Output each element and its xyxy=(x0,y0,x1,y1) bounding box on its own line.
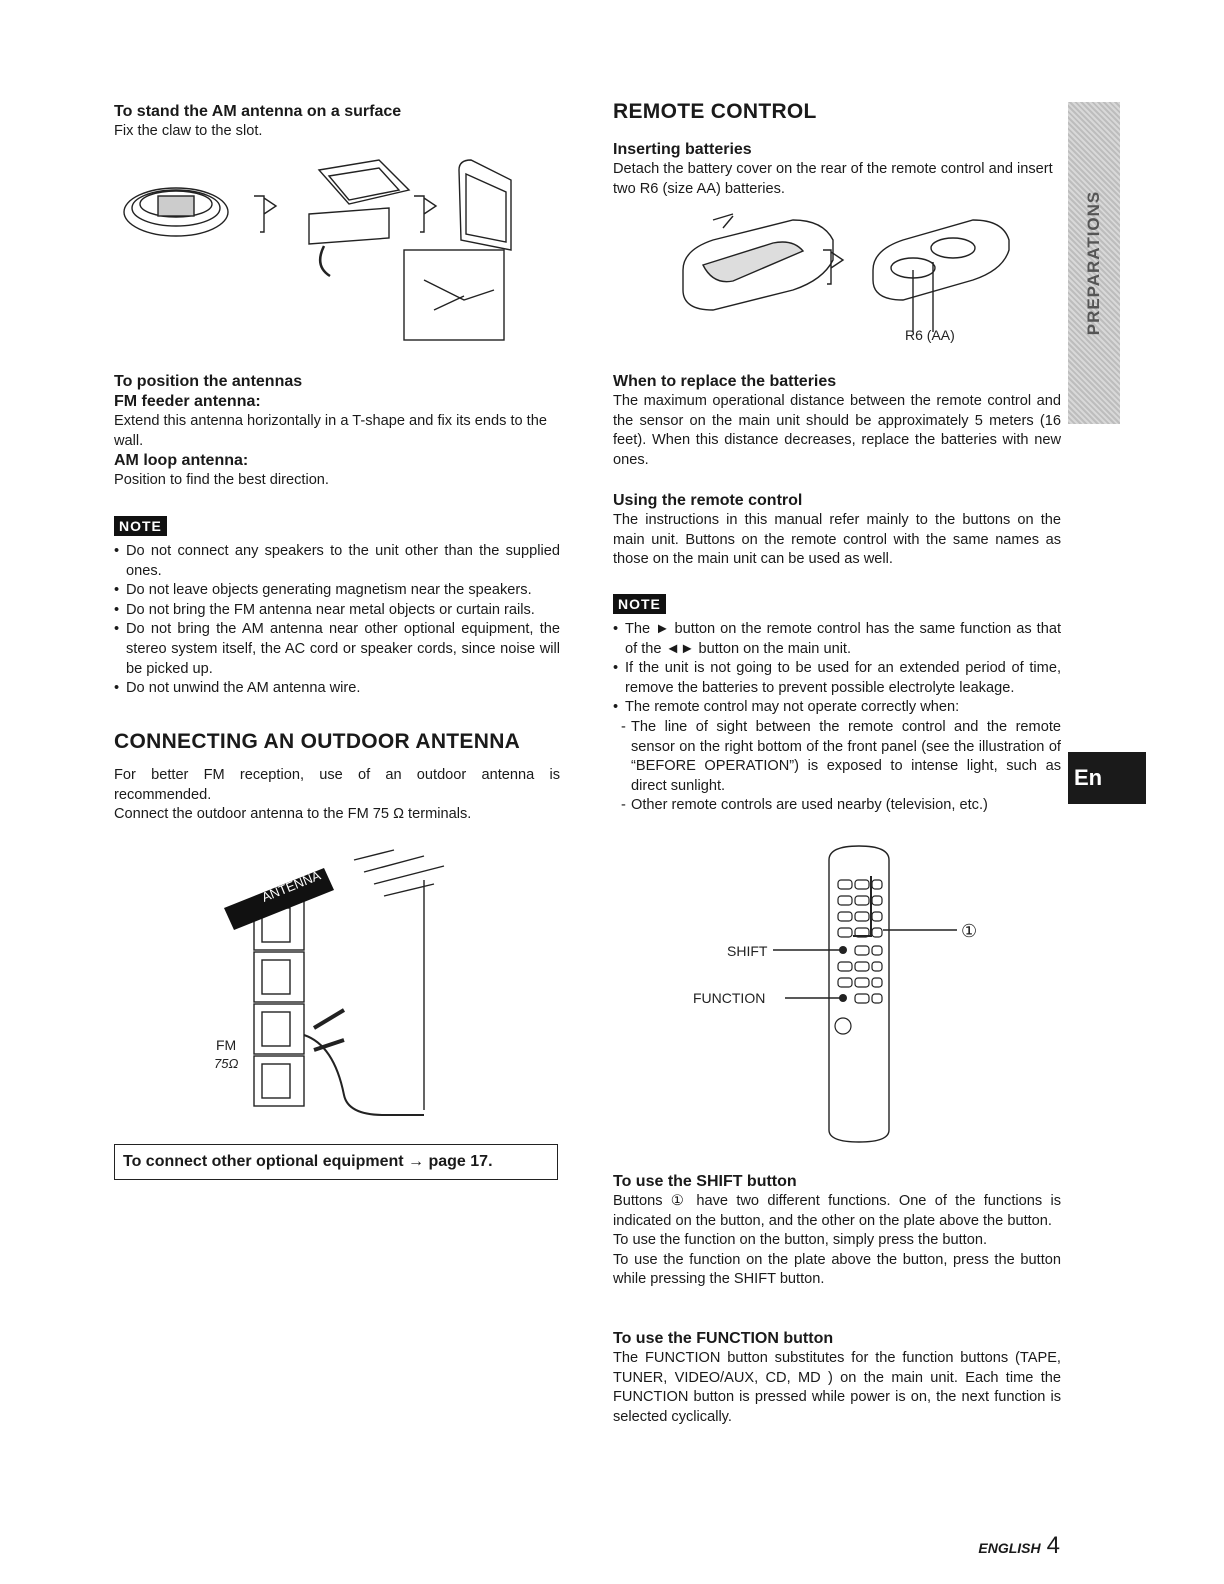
shift-title: To use the SHIFT button xyxy=(613,1173,797,1190)
ohm-label: 75Ω xyxy=(214,1056,239,1071)
page-footer xyxy=(978,1532,1060,1560)
shift-text-3: To use the function on the plate above the button, press the button while pressing the SHIFT button. xyxy=(613,1251,1061,1288)
am-antenna-illustration xyxy=(114,150,524,350)
language-tab: En xyxy=(1068,752,1146,804)
fm-label: FM xyxy=(216,1037,237,1053)
footer-label: ENGLISH xyxy=(978,1540,1041,1556)
shift-text-2: To use the function on the button, simply press the button. xyxy=(613,1232,987,1249)
left-note-section xyxy=(114,516,560,699)
list-item: • Do not leave objects generating magnetism near the speakers. xyxy=(114,581,560,601)
am-loop-text: Position to find the best direction. xyxy=(114,472,329,489)
am-loop-title: AM loop antenna: xyxy=(114,452,249,470)
function-section xyxy=(613,1329,1061,1427)
shift-label: SHIFT xyxy=(727,943,768,959)
inserting-text: Detach the battery cover on the rear of the remote control and insert two R6 (size AA) batteries. xyxy=(613,161,1053,197)
using-section xyxy=(613,491,1061,570)
am-stand-section xyxy=(114,102,560,142)
list-item: • Do not unwind the AM antenna wire. xyxy=(114,679,560,699)
fm-feeder-title: FM feeder antenna: xyxy=(114,393,261,410)
right-sub-note-list xyxy=(613,718,1061,816)
am-stand-title: To stand the AM antenna on a surface xyxy=(114,103,402,120)
antenna-banner-label: ANTENNA xyxy=(259,867,323,905)
inserting-title: Inserting batteries xyxy=(613,141,752,158)
remote-control-title: REMOTE CONTROL xyxy=(613,100,817,123)
list-item: • The ► button on the remote control has the same function as that of the ◄► button on the main unit. xyxy=(613,620,1061,659)
right-note-section xyxy=(613,594,1061,816)
marker-one: ① xyxy=(961,921,978,942)
list-item: • Do not bring the FM antenna near metal objects or curtain rails. xyxy=(114,601,560,621)
am-stand-text: Fix the claw to the slot. xyxy=(114,123,263,139)
optional-equipment-box: To connect other optional equipment → page 17. xyxy=(114,1144,558,1180)
replace-text: The maximum operational distance between the remote control and the sensor on the main unit should be approximately 5 meters (16 feet). When this distance decreases, replace the batteries with new ones. xyxy=(613,393,1061,468)
using-title: Using the remote control xyxy=(613,492,803,509)
remote-control-illustration xyxy=(683,840,1013,1150)
left-note-list xyxy=(114,542,560,699)
outdoor-text-1: For better FM reception, use of an outdoor antenna is recommended. xyxy=(114,767,560,803)
function-text: The FUNCTION button substitutes for the function buttons (TAPE, TUNER, VIDEO/AUX, CD, MD ) on the main unit. Each time the FUNCTION button is pressed while power is on, the next function is selected cyclically. xyxy=(613,1350,1061,1425)
shift-section xyxy=(613,1172,1061,1290)
list-item: • Do not connect any speakers to the unit other than the supplied ones. xyxy=(114,542,560,581)
list-item: - The line of sight between the remote control and the remote sensor on the right bottom of the front panel (see the illustration of “BEFORE OPERATION”) is exposed to intense light, such as direct sunlight. xyxy=(613,718,1061,796)
using-text: The instructions in this manual refer mainly to the buttons on the main unit. Buttons on the remote control with the same names as those on the main unit can be used as well. xyxy=(613,512,1061,568)
outdoor-section xyxy=(114,730,560,825)
list-item: • Do not bring the AM antenna near other optional equipment, the stereo system itself, the AC cord or speaker cords, since noise will be picked up. xyxy=(114,620,560,679)
note-badge: NOTE xyxy=(114,516,167,536)
battery-illustration xyxy=(673,210,1013,350)
outdoor-title: CONNECTING AN OUTDOOR ANTENNA xyxy=(114,730,521,753)
replace-section xyxy=(613,372,1061,470)
function-title: To use the FUNCTION button xyxy=(613,1330,834,1347)
page-number: 4 xyxy=(1046,1532,1060,1559)
outdoor-text-2: Connect the outdoor antenna to the FM 75 Ω terminals. xyxy=(114,806,472,823)
list-item: - Other remote controls are used nearby (television, etc.) xyxy=(613,796,1061,816)
inserting-section xyxy=(613,140,1061,199)
list-item: • If the unit is not going to be used for an extended period of time, remove the batteries to prevent possible electrolyte leakage. xyxy=(613,659,1061,698)
list-item: • The remote control may not operate correctly when: xyxy=(613,698,1061,718)
function-label: FUNCTION xyxy=(693,990,766,1006)
fm-feeder-text: Extend this antenna horizontally in a T-shape and fix its ends to the wall. xyxy=(114,413,547,449)
preparations-side-tab xyxy=(1068,102,1120,424)
replace-title: When to replace the batteries xyxy=(613,373,837,390)
position-section xyxy=(114,372,560,491)
note-badge: NOTE xyxy=(613,594,666,614)
preparations-label: PREPARATIONS xyxy=(1084,190,1103,336)
outdoor-antenna-illustration xyxy=(194,840,494,1130)
right-note-list xyxy=(613,620,1061,718)
shift-text-1: Buttons ① have two different functions. One of the functions is indicated on the button, and the other on the plate above the button. xyxy=(613,1193,1061,1229)
position-title: To position the antennas xyxy=(114,373,303,390)
battery-label: R6 (AA) xyxy=(905,327,955,343)
